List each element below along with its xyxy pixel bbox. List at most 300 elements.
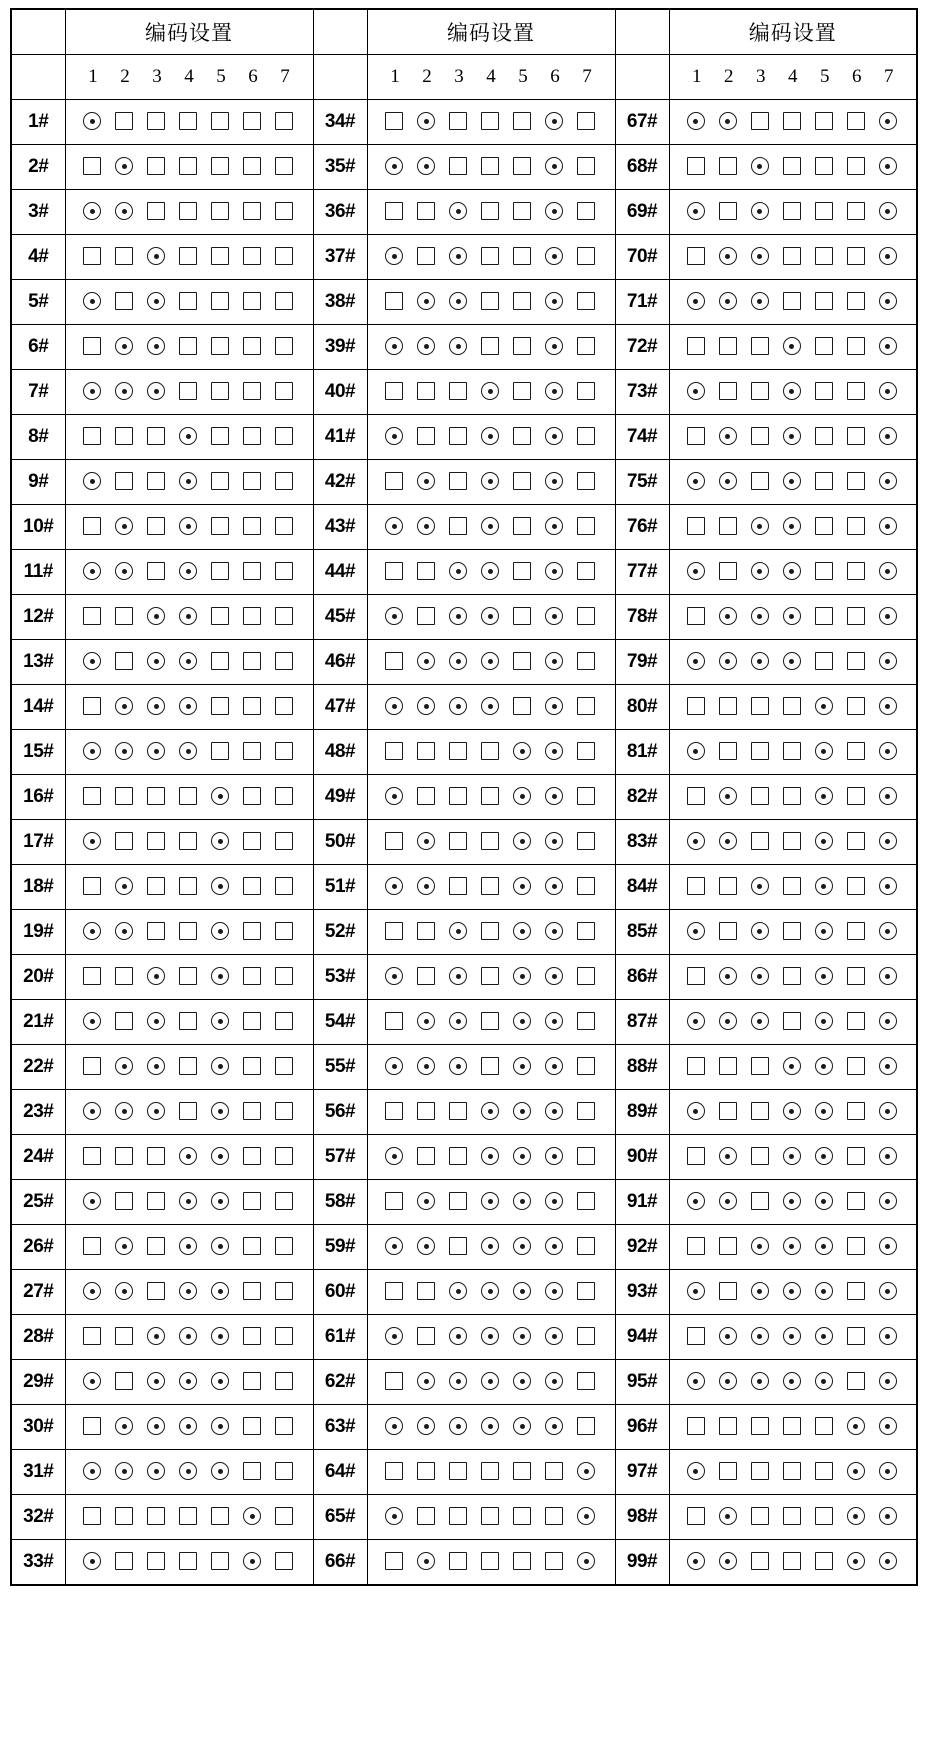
dip-switch-on-icon[interactable] (383, 425, 407, 449)
dip-switch-on-icon[interactable] (813, 830, 837, 854)
dip-switch-on-icon[interactable] (877, 155, 901, 179)
dip-switch-on-icon[interactable] (845, 1460, 869, 1484)
dip-switch-off-icon[interactable] (241, 965, 265, 989)
dip-switch-on-icon[interactable] (813, 1280, 837, 1304)
dip-switch-on-icon[interactable] (813, 1325, 837, 1349)
dip-switch-off-icon[interactable] (177, 110, 201, 134)
dip-switch-on-icon[interactable] (543, 200, 567, 224)
dip-switch-off-icon[interactable] (749, 1550, 773, 1574)
dip-switch-off-icon[interactable] (177, 785, 201, 809)
dip-switch-off-icon[interactable] (145, 470, 169, 494)
dip-switch-on-icon[interactable] (813, 1055, 837, 1079)
dip-switch-on-icon[interactable] (383, 1235, 407, 1259)
dip-switch-on-icon[interactable] (81, 470, 105, 494)
dip-switch-on-icon[interactable] (543, 1325, 567, 1349)
dip-switch-off-icon[interactable] (781, 1550, 805, 1574)
dip-switch-off-icon[interactable] (415, 245, 439, 269)
dip-switch-on-icon[interactable] (209, 920, 233, 944)
dip-switch-off-icon[interactable] (177, 290, 201, 314)
dip-switch-off-icon[interactable] (447, 380, 471, 404)
dip-switch-on-icon[interactable] (81, 1460, 105, 1484)
dip-switch-off-icon[interactable] (575, 965, 599, 989)
dip-switch-on-icon[interactable] (113, 560, 137, 584)
dip-switch-on-icon[interactable] (749, 515, 773, 539)
dip-switch-on-icon[interactable] (383, 785, 407, 809)
dip-switch-on-icon[interactable] (877, 740, 901, 764)
dip-switch-on-icon[interactable] (543, 920, 567, 944)
dip-switch-off-icon[interactable] (273, 380, 297, 404)
dip-switch-on-icon[interactable] (749, 290, 773, 314)
dip-switch-off-icon[interactable] (273, 290, 297, 314)
dip-switch-on-icon[interactable] (177, 1235, 201, 1259)
dip-switch-off-icon[interactable] (575, 1370, 599, 1394)
dip-switch-off-icon[interactable] (415, 1145, 439, 1169)
dip-switch-off-icon[interactable] (447, 425, 471, 449)
dip-switch-off-icon[interactable] (845, 830, 869, 854)
dip-switch-off-icon[interactable] (209, 155, 233, 179)
dip-switch-off-icon[interactable] (241, 1460, 265, 1484)
dip-switch-off-icon[interactable] (177, 830, 201, 854)
dip-switch-on-icon[interactable] (543, 1055, 567, 1079)
dip-switch-off-icon[interactable] (447, 1190, 471, 1214)
dip-switch-on-icon[interactable] (81, 200, 105, 224)
dip-switch-on-icon[interactable] (877, 1145, 901, 1169)
dip-switch-on-icon[interactable] (113, 335, 137, 359)
dip-switch-off-icon[interactable] (145, 1280, 169, 1304)
dip-switch-on-icon[interactable] (717, 1325, 741, 1349)
dip-switch-off-icon[interactable] (781, 245, 805, 269)
dip-switch-off-icon[interactable] (575, 605, 599, 629)
dip-switch-off-icon[interactable] (241, 650, 265, 674)
dip-switch-off-icon[interactable] (113, 785, 137, 809)
dip-switch-off-icon[interactable] (543, 1505, 567, 1529)
dip-switch-off-icon[interactable] (749, 110, 773, 134)
dip-switch-on-icon[interactable] (479, 1325, 503, 1349)
dip-switch-off-icon[interactable] (479, 965, 503, 989)
dip-switch-off-icon[interactable] (749, 1190, 773, 1214)
dip-switch-on-icon[interactable] (113, 1235, 137, 1259)
dip-switch-off-icon[interactable] (717, 1055, 741, 1079)
dip-switch-off-icon[interactable] (273, 470, 297, 494)
dip-switch-off-icon[interactable] (845, 470, 869, 494)
dip-switch-on-icon[interactable] (781, 560, 805, 584)
dip-switch-off-icon[interactable] (575, 425, 599, 449)
dip-switch-off-icon[interactable] (447, 785, 471, 809)
dip-switch-off-icon[interactable] (685, 605, 709, 629)
dip-switch-on-icon[interactable] (447, 1010, 471, 1034)
dip-switch-off-icon[interactable] (113, 290, 137, 314)
dip-switch-off-icon[interactable] (241, 1010, 265, 1034)
dip-switch-on-icon[interactable] (415, 155, 439, 179)
dip-switch-off-icon[interactable] (685, 1145, 709, 1169)
dip-switch-off-icon[interactable] (845, 1370, 869, 1394)
dip-switch-off-icon[interactable] (813, 470, 837, 494)
dip-switch-off-icon[interactable] (383, 470, 407, 494)
dip-switch-off-icon[interactable] (717, 515, 741, 539)
dip-switch-off-icon[interactable] (113, 110, 137, 134)
dip-switch-off-icon[interactable] (415, 1100, 439, 1124)
dip-switch-on-icon[interactable] (781, 1100, 805, 1124)
dip-switch-off-icon[interactable] (511, 560, 535, 584)
dip-switch-on-icon[interactable] (781, 425, 805, 449)
dip-switch-off-icon[interactable] (145, 515, 169, 539)
dip-switch-off-icon[interactable] (575, 560, 599, 584)
dip-switch-off-icon[interactable] (273, 1370, 297, 1394)
dip-switch-on-icon[interactable] (209, 1370, 233, 1394)
dip-switch-on-icon[interactable] (877, 1190, 901, 1214)
dip-switch-on-icon[interactable] (177, 1415, 201, 1439)
dip-switch-off-icon[interactable] (241, 695, 265, 719)
dip-switch-on-icon[interactable] (415, 1190, 439, 1214)
dip-switch-on-icon[interactable] (781, 1055, 805, 1079)
dip-switch-on-icon[interactable] (81, 1010, 105, 1034)
dip-switch-on-icon[interactable] (877, 515, 901, 539)
dip-switch-on-icon[interactable] (383, 1055, 407, 1079)
dip-switch-off-icon[interactable] (273, 1415, 297, 1439)
dip-switch-on-icon[interactable] (877, 425, 901, 449)
dip-switch-off-icon[interactable] (145, 1145, 169, 1169)
dip-switch-on-icon[interactable] (813, 965, 837, 989)
dip-switch-on-icon[interactable] (479, 1415, 503, 1439)
dip-switch-on-icon[interactable] (447, 335, 471, 359)
dip-switch-on-icon[interactable] (145, 605, 169, 629)
dip-switch-off-icon[interactable] (209, 560, 233, 584)
dip-switch-on-icon[interactable] (813, 740, 837, 764)
dip-switch-off-icon[interactable] (717, 695, 741, 719)
dip-switch-off-icon[interactable] (575, 1415, 599, 1439)
dip-switch-off-icon[interactable] (273, 1460, 297, 1484)
dip-switch-off-icon[interactable] (241, 425, 265, 449)
dip-switch-on-icon[interactable] (543, 1100, 567, 1124)
dip-switch-off-icon[interactable] (415, 785, 439, 809)
dip-switch-on-icon[interactable] (543, 560, 567, 584)
dip-switch-off-icon[interactable] (511, 470, 535, 494)
dip-switch-off-icon[interactable] (241, 830, 265, 854)
dip-switch-on-icon[interactable] (209, 1280, 233, 1304)
dip-switch-off-icon[interactable] (543, 1460, 567, 1484)
dip-switch-on-icon[interactable] (749, 560, 773, 584)
dip-switch-on-icon[interactable] (81, 650, 105, 674)
dip-switch-on-icon[interactable] (177, 515, 201, 539)
dip-switch-off-icon[interactable] (845, 560, 869, 584)
dip-switch-off-icon[interactable] (145, 920, 169, 944)
dip-switch-on-icon[interactable] (543, 1280, 567, 1304)
dip-switch-off-icon[interactable] (575, 245, 599, 269)
dip-switch-on-icon[interactable] (685, 740, 709, 764)
dip-switch-off-icon[interactable] (383, 920, 407, 944)
dip-switch-on-icon[interactable] (209, 1325, 233, 1349)
dip-switch-off-icon[interactable] (145, 155, 169, 179)
dip-switch-on-icon[interactable] (415, 1415, 439, 1439)
dip-switch-on-icon[interactable] (479, 1145, 503, 1169)
dip-switch-on-icon[interactable] (749, 245, 773, 269)
dip-switch-on-icon[interactable] (415, 335, 439, 359)
dip-switch-off-icon[interactable] (511, 110, 535, 134)
dip-switch-off-icon[interactable] (273, 155, 297, 179)
dip-switch-off-icon[interactable] (447, 830, 471, 854)
dip-switch-off-icon[interactable] (749, 1415, 773, 1439)
dip-switch-off-icon[interactable] (273, 1280, 297, 1304)
dip-switch-on-icon[interactable] (877, 920, 901, 944)
dip-switch-off-icon[interactable] (241, 1370, 265, 1394)
dip-switch-on-icon[interactable] (511, 920, 535, 944)
dip-switch-on-icon[interactable] (813, 785, 837, 809)
dip-switch-off-icon[interactable] (113, 1190, 137, 1214)
dip-switch-on-icon[interactable] (543, 380, 567, 404)
dip-switch-on-icon[interactable] (383, 155, 407, 179)
dip-switch-off-icon[interactable] (685, 695, 709, 719)
dip-switch-on-icon[interactable] (717, 290, 741, 314)
dip-switch-on-icon[interactable] (685, 1190, 709, 1214)
dip-switch-on-icon[interactable] (177, 1325, 201, 1349)
dip-switch-off-icon[interactable] (415, 1460, 439, 1484)
dip-switch-off-icon[interactable] (273, 965, 297, 989)
dip-switch-off-icon[interactable] (145, 200, 169, 224)
dip-switch-off-icon[interactable] (177, 875, 201, 899)
dip-switch-on-icon[interactable] (209, 1190, 233, 1214)
dip-switch-off-icon[interactable] (113, 830, 137, 854)
dip-switch-off-icon[interactable] (511, 1550, 535, 1574)
dip-switch-on-icon[interactable] (845, 1550, 869, 1574)
dip-switch-off-icon[interactable] (273, 785, 297, 809)
dip-switch-on-icon[interactable] (177, 1145, 201, 1169)
dip-switch-on-icon[interactable] (383, 605, 407, 629)
dip-switch-on-icon[interactable] (877, 380, 901, 404)
dip-switch-on-icon[interactable] (543, 650, 567, 674)
dip-switch-on-icon[interactable] (209, 1010, 233, 1034)
dip-switch-off-icon[interactable] (845, 290, 869, 314)
dip-switch-on-icon[interactable] (749, 605, 773, 629)
dip-switch-on-icon[interactable] (479, 1100, 503, 1124)
dip-switch-off-icon[interactable] (813, 290, 837, 314)
dip-switch-on-icon[interactable] (575, 1460, 599, 1484)
dip-switch-off-icon[interactable] (145, 1190, 169, 1214)
dip-switch-off-icon[interactable] (113, 1505, 137, 1529)
dip-switch-off-icon[interactable] (273, 425, 297, 449)
dip-switch-off-icon[interactable] (241, 1325, 265, 1349)
dip-switch-off-icon[interactable] (685, 425, 709, 449)
dip-switch-off-icon[interactable] (813, 605, 837, 629)
dip-switch-off-icon[interactable] (845, 425, 869, 449)
dip-switch-on-icon[interactable] (543, 515, 567, 539)
dip-switch-on-icon[interactable] (177, 1190, 201, 1214)
dip-switch-on-icon[interactable] (543, 695, 567, 719)
dip-switch-off-icon[interactable] (685, 965, 709, 989)
dip-switch-off-icon[interactable] (845, 1325, 869, 1349)
dip-switch-on-icon[interactable] (813, 1010, 837, 1034)
dip-switch-on-icon[interactable] (717, 605, 741, 629)
dip-switch-on-icon[interactable] (113, 695, 137, 719)
dip-switch-on-icon[interactable] (145, 290, 169, 314)
dip-switch-on-icon[interactable] (511, 1280, 535, 1304)
dip-switch-off-icon[interactable] (113, 1145, 137, 1169)
dip-switch-on-icon[interactable] (81, 290, 105, 314)
dip-switch-on-icon[interactable] (877, 290, 901, 314)
dip-switch-on-icon[interactable] (241, 1550, 265, 1574)
dip-switch-off-icon[interactable] (511, 335, 535, 359)
dip-switch-on-icon[interactable] (81, 920, 105, 944)
dip-switch-off-icon[interactable] (813, 1415, 837, 1439)
dip-switch-off-icon[interactable] (241, 740, 265, 764)
dip-switch-off-icon[interactable] (81, 1235, 105, 1259)
dip-switch-off-icon[interactable] (575, 1100, 599, 1124)
dip-switch-on-icon[interactable] (145, 1415, 169, 1439)
dip-switch-on-icon[interactable] (781, 1190, 805, 1214)
dip-switch-on-icon[interactable] (543, 290, 567, 314)
dip-switch-on-icon[interactable] (877, 965, 901, 989)
dip-switch-on-icon[interactable] (813, 1190, 837, 1214)
dip-switch-on-icon[interactable] (209, 1055, 233, 1079)
dip-switch-off-icon[interactable] (717, 155, 741, 179)
dip-switch-off-icon[interactable] (273, 110, 297, 134)
dip-switch-on-icon[interactable] (415, 290, 439, 314)
dip-switch-on-icon[interactable] (749, 1235, 773, 1259)
dip-switch-off-icon[interactable] (273, 1145, 297, 1169)
dip-switch-off-icon[interactable] (479, 1460, 503, 1484)
dip-switch-off-icon[interactable] (845, 1145, 869, 1169)
dip-switch-on-icon[interactable] (113, 155, 137, 179)
dip-switch-on-icon[interactable] (781, 380, 805, 404)
dip-switch-off-icon[interactable] (781, 965, 805, 989)
dip-switch-on-icon[interactable] (177, 650, 201, 674)
dip-switch-on-icon[interactable] (877, 1010, 901, 1034)
dip-switch-on-icon[interactable] (575, 1505, 599, 1529)
dip-switch-on-icon[interactable] (543, 470, 567, 494)
dip-switch-on-icon[interactable] (479, 605, 503, 629)
dip-switch-on-icon[interactable] (877, 1415, 901, 1439)
dip-switch-off-icon[interactable] (717, 920, 741, 944)
dip-switch-on-icon[interactable] (209, 785, 233, 809)
dip-switch-off-icon[interactable] (273, 1010, 297, 1034)
dip-switch-off-icon[interactable] (845, 965, 869, 989)
dip-switch-on-icon[interactable] (113, 515, 137, 539)
dip-switch-off-icon[interactable] (273, 335, 297, 359)
dip-switch-off-icon[interactable] (717, 875, 741, 899)
dip-switch-off-icon[interactable] (575, 470, 599, 494)
dip-switch-on-icon[interactable] (717, 965, 741, 989)
dip-switch-on-icon[interactable] (479, 470, 503, 494)
dip-switch-off-icon[interactable] (383, 1550, 407, 1574)
dip-switch-on-icon[interactable] (113, 740, 137, 764)
dip-switch-off-icon[interactable] (273, 875, 297, 899)
dip-switch-off-icon[interactable] (749, 695, 773, 719)
dip-switch-off-icon[interactable] (717, 740, 741, 764)
dip-switch-on-icon[interactable] (877, 785, 901, 809)
dip-switch-on-icon[interactable] (877, 695, 901, 719)
dip-switch-on-icon[interactable] (781, 470, 805, 494)
dip-switch-on-icon[interactable] (813, 1370, 837, 1394)
dip-switch-on-icon[interactable] (511, 1325, 535, 1349)
dip-switch-on-icon[interactable] (813, 695, 837, 719)
dip-switch-off-icon[interactable] (415, 560, 439, 584)
dip-switch-off-icon[interactable] (813, 380, 837, 404)
dip-switch-on-icon[interactable] (781, 605, 805, 629)
dip-switch-off-icon[interactable] (479, 1505, 503, 1529)
dip-switch-off-icon[interactable] (383, 380, 407, 404)
dip-switch-on-icon[interactable] (415, 695, 439, 719)
dip-switch-on-icon[interactable] (877, 110, 901, 134)
dip-switch-on-icon[interactable] (145, 335, 169, 359)
dip-switch-on-icon[interactable] (877, 1505, 901, 1529)
dip-switch-on-icon[interactable] (781, 1235, 805, 1259)
dip-switch-on-icon[interactable] (145, 1370, 169, 1394)
dip-switch-on-icon[interactable] (511, 1010, 535, 1034)
dip-switch-on-icon[interactable] (81, 110, 105, 134)
dip-switch-off-icon[interactable] (177, 155, 201, 179)
dip-switch-off-icon[interactable] (845, 1235, 869, 1259)
dip-switch-off-icon[interactable] (717, 1415, 741, 1439)
dip-switch-off-icon[interactable] (241, 470, 265, 494)
dip-switch-on-icon[interactable] (749, 1325, 773, 1349)
dip-switch-on-icon[interactable] (877, 1280, 901, 1304)
dip-switch-on-icon[interactable] (479, 1370, 503, 1394)
dip-switch-off-icon[interactable] (511, 245, 535, 269)
dip-switch-on-icon[interactable] (877, 1055, 901, 1079)
dip-switch-on-icon[interactable] (81, 560, 105, 584)
dip-switch-off-icon[interactable] (241, 1100, 265, 1124)
dip-switch-off-icon[interactable] (845, 695, 869, 719)
dip-switch-on-icon[interactable] (543, 110, 567, 134)
dip-switch-off-icon[interactable] (145, 425, 169, 449)
dip-switch-off-icon[interactable] (685, 1235, 709, 1259)
dip-switch-on-icon[interactable] (813, 1235, 837, 1259)
dip-switch-off-icon[interactable] (241, 335, 265, 359)
dip-switch-off-icon[interactable] (749, 335, 773, 359)
dip-switch-on-icon[interactable] (177, 605, 201, 629)
dip-switch-off-icon[interactable] (749, 470, 773, 494)
dip-switch-on-icon[interactable] (383, 1325, 407, 1349)
dip-switch-on-icon[interactable] (877, 1460, 901, 1484)
dip-switch-off-icon[interactable] (685, 335, 709, 359)
dip-switch-off-icon[interactable] (383, 1100, 407, 1124)
dip-switch-on-icon[interactable] (685, 200, 709, 224)
dip-switch-off-icon[interactable] (845, 335, 869, 359)
dip-switch-off-icon[interactable] (479, 740, 503, 764)
dip-switch-off-icon[interactable] (685, 875, 709, 899)
dip-switch-off-icon[interactable] (209, 110, 233, 134)
dip-switch-on-icon[interactable] (177, 1280, 201, 1304)
dip-switch-off-icon[interactable] (479, 335, 503, 359)
dip-switch-on-icon[interactable] (781, 1370, 805, 1394)
dip-switch-on-icon[interactable] (543, 965, 567, 989)
dip-switch-off-icon[interactable] (81, 1145, 105, 1169)
dip-switch-off-icon[interactable] (415, 740, 439, 764)
dip-switch-off-icon[interactable] (749, 785, 773, 809)
dip-switch-off-icon[interactable] (447, 1145, 471, 1169)
dip-switch-off-icon[interactable] (845, 650, 869, 674)
dip-switch-on-icon[interactable] (511, 1055, 535, 1079)
dip-switch-on-icon[interactable] (145, 695, 169, 719)
dip-switch-on-icon[interactable] (717, 245, 741, 269)
dip-switch-on-icon[interactable] (145, 650, 169, 674)
dip-switch-off-icon[interactable] (209, 1550, 233, 1574)
dip-switch-off-icon[interactable] (177, 1505, 201, 1529)
dip-switch-on-icon[interactable] (749, 875, 773, 899)
dip-switch-on-icon[interactable] (479, 1235, 503, 1259)
dip-switch-on-icon[interactable] (415, 830, 439, 854)
dip-switch-off-icon[interactable] (81, 515, 105, 539)
dip-switch-off-icon[interactable] (511, 650, 535, 674)
dip-switch-on-icon[interactable] (845, 1415, 869, 1439)
dip-switch-off-icon[interactable] (415, 965, 439, 989)
dip-switch-off-icon[interactable] (575, 1280, 599, 1304)
dip-switch-on-icon[interactable] (717, 785, 741, 809)
dip-switch-on-icon[interactable] (145, 1460, 169, 1484)
dip-switch-on-icon[interactable] (781, 650, 805, 674)
dip-switch-on-icon[interactable] (383, 245, 407, 269)
dip-switch-off-icon[interactable] (81, 1415, 105, 1439)
dip-switch-off-icon[interactable] (241, 380, 265, 404)
